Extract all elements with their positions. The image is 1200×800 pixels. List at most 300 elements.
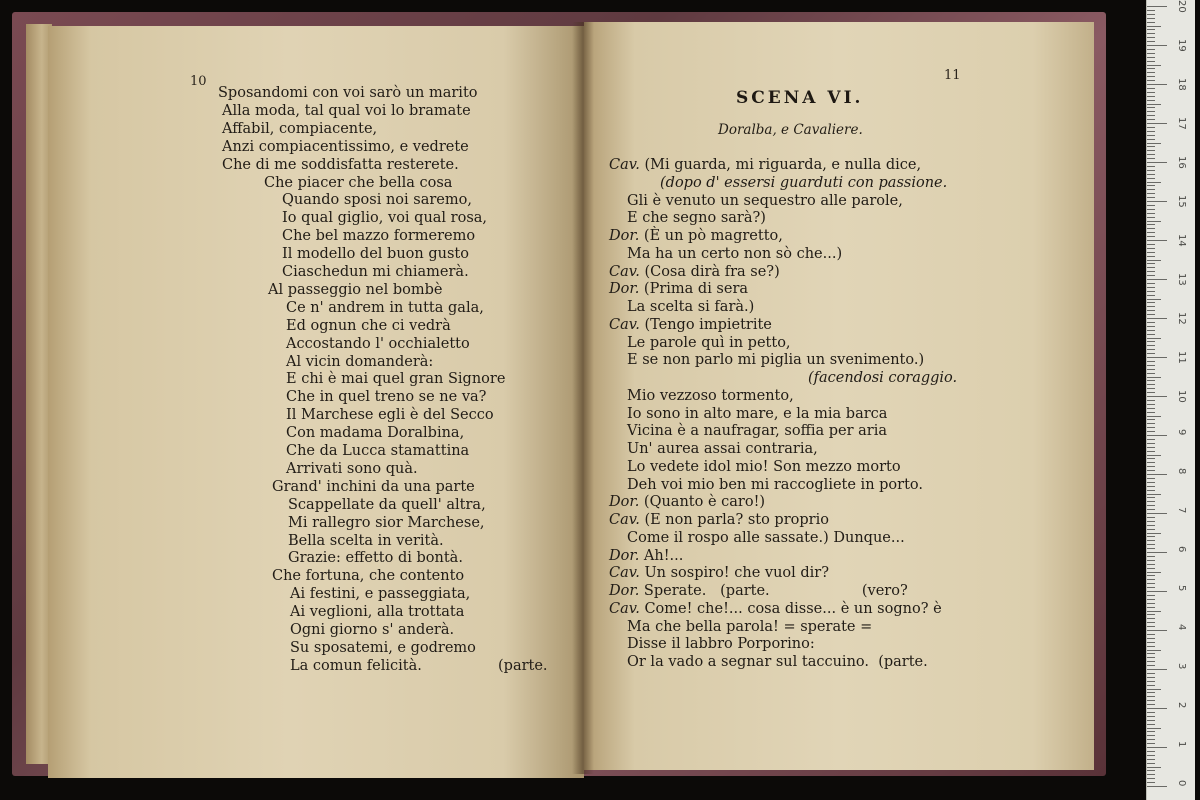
ruler-tick [1147, 201, 1167, 202]
ruler-tick [1147, 326, 1155, 327]
ruler-tick [1147, 497, 1155, 498]
ruler-tick [1147, 104, 1161, 105]
dialogue-text: Mio vezzoso tormento, [627, 387, 794, 404]
verse-line: Mi rallegro sior Marchese, [288, 514, 485, 531]
verse-line: Ai veglioni, alla trottata [290, 604, 465, 621]
ruler-tick [1147, 107, 1155, 108]
ruler-tick [1147, 330, 1155, 331]
ruler-tick [1147, 115, 1155, 116]
ruler-tick [1147, 731, 1155, 732]
dialogue-text: La scelta si farà.) [627, 299, 755, 315]
dialogue-text: Gli è venuto un sequestro alle parole, [627, 192, 903, 209]
ruler-tick [1147, 673, 1155, 674]
dialogue-text: Deh voi mio ben mi raccogliete in porto. [627, 476, 923, 493]
dialogue-line [627, 351, 924, 369]
ruler-tick [1147, 540, 1155, 541]
ruler-label: 5 [1176, 585, 1187, 592]
ruler-tick [1147, 299, 1161, 300]
ruler-tick [1147, 283, 1155, 284]
verse-line: Il Marchese egli è del Secco [286, 407, 494, 424]
ruler-tick [1147, 786, 1167, 787]
ruler-tick [1147, 345, 1155, 346]
dialogue-line [627, 422, 887, 440]
dialogue-line [627, 405, 887, 423]
dialogue-line [609, 511, 829, 529]
dialogue-line [627, 209, 766, 227]
verse-line: Il modello del buon gusto [282, 246, 469, 263]
ruler-tick [1147, 681, 1155, 682]
ruler-tick [1147, 685, 1155, 686]
ruler-tick [1147, 100, 1155, 101]
ruler-tick [1147, 622, 1155, 623]
ruler-tick [1147, 739, 1155, 740]
dialogue-line [627, 440, 818, 458]
ruler-tick [1147, 696, 1155, 697]
dialogue-line [627, 653, 928, 671]
ruler-tick [1147, 568, 1155, 569]
ruler-tick [1147, 72, 1155, 73]
ruler-tick [1147, 217, 1155, 218]
ruler-tick [1147, 564, 1155, 565]
ruler-tick [1147, 287, 1155, 288]
ruler-tick [1147, 767, 1161, 768]
ruler-tick [1147, 490, 1155, 491]
ruler-label: 11 [1176, 351, 1187, 364]
verse-line: Ed ognun che ci vedrà [286, 317, 451, 334]
dialogue-line [609, 263, 780, 281]
ruler-tick [1147, 310, 1155, 311]
ruler-tick [1147, 205, 1155, 206]
ruler-tick [1147, 419, 1155, 420]
ruler-tick [1147, 228, 1155, 229]
ruler-tick [1147, 482, 1155, 483]
dialogue-text: Lo vedete idol mio! Son mezzo morto [627, 458, 901, 475]
speaker-label: Cav. [609, 263, 640, 280]
ruler-tick [1147, 396, 1167, 397]
verse-line: Anzi compiacentissimo, e vedrete [222, 138, 469, 155]
dialogue-text: (Tengo impietrite [644, 316, 772, 333]
ruler-label: 18 [1176, 78, 1187, 91]
dialogue-text: (dopo d' essersi guarduti con passione. [660, 174, 948, 191]
ruler-tick [1147, 455, 1161, 456]
ruler-label: 8 [1176, 468, 1187, 475]
ruler-tick [1147, 291, 1155, 292]
dialogue-line [627, 458, 901, 476]
ruler-tick [1147, 41, 1155, 42]
speaker-label: Dor. [609, 547, 640, 564]
ruler-tick [1147, 33, 1155, 34]
ruler-tick [1147, 724, 1155, 725]
verse-line: Ogni giorno s' anderà. [290, 622, 455, 638]
ruler-tick [1147, 611, 1161, 612]
ruler-label: 3 [1176, 663, 1187, 670]
ruler-tick [1147, 146, 1155, 147]
dialogue-text: (Cosa dirà fra se?) [644, 263, 780, 280]
ruler-tick [1147, 478, 1155, 479]
ruler-tick [1147, 470, 1155, 471]
verse-line: Che fortuna, che contento [272, 568, 465, 585]
ruler-tick [1147, 53, 1155, 54]
verse-line: Al passeggio nel bombè [268, 281, 443, 298]
ruler-tick [1147, 174, 1155, 175]
ruler-label: 20 [1176, 0, 1187, 13]
ruler-tick [1147, 774, 1155, 775]
dialogue-line [609, 156, 921, 174]
ruler-tick [1147, 275, 1155, 276]
ruler-tick [1147, 743, 1155, 744]
dialogue-line [609, 582, 908, 600]
ruler-tick [1147, 170, 1155, 171]
ruler-label: 15 [1176, 195, 1187, 208]
ruler-label: 2 [1176, 702, 1187, 709]
ruler-label: 19 [1176, 39, 1187, 52]
ruler-label: 10 [1176, 390, 1187, 403]
ruler-tick [1147, 677, 1155, 678]
verse-line: La comun felicità. [290, 657, 422, 674]
ruler-tick [1147, 365, 1155, 366]
dialogue-line [627, 635, 815, 653]
ruler-tick [1147, 595, 1155, 596]
verse-line: Che di me soddisfatta resterete. [222, 156, 459, 173]
dialogue-text: Sperate. (parte. (vero? [643, 583, 908, 599]
ruler-tick [1147, 614, 1155, 615]
verse-line: Al vicin domanderà: [286, 353, 434, 370]
ruler-tick [1147, 728, 1161, 729]
ruler-tick [1147, 384, 1155, 385]
ruler-tick [1147, 349, 1155, 350]
ruler-tick [1147, 408, 1155, 409]
ruler-tick [1147, 544, 1155, 545]
ruler-tick [1147, 513, 1167, 514]
ruler-tick [1147, 552, 1167, 553]
ruler-tick [1147, 209, 1155, 210]
ruler-tick [1147, 334, 1155, 335]
ruler-tick [1147, 494, 1161, 495]
ruler-tick [1147, 770, 1155, 771]
dialogue-text: E se non parlo mi piglia un svenimento.) [627, 352, 925, 369]
ruler-tick [1147, 646, 1155, 647]
ruler-tick [1147, 599, 1155, 600]
ruler-label: 13 [1176, 273, 1187, 286]
ruler-tick [1147, 166, 1155, 167]
ruler-tick [1147, 587, 1155, 588]
ruler-tick [1147, 704, 1155, 705]
dialogue-line [660, 174, 947, 192]
dialogue-text: (Mi guarda, mi riguarda, e nulla dice, [644, 157, 922, 173]
verse-line: Alla moda, tal qual voi lo bramate [222, 102, 471, 119]
verse-line: Bella scelta in verità. [288, 532, 444, 549]
ruler-tick [1147, 392, 1155, 393]
speaker-label: Dor. [609, 281, 640, 298]
ruler-tick [1147, 260, 1161, 261]
verse-line: Sposandomi con voi sarò un marito [218, 85, 478, 101]
ruler-tick [1147, 267, 1155, 268]
verse-line: Con madama Doralbina, [286, 425, 465, 442]
ruler-tick [1147, 423, 1155, 424]
ruler-label: 0 [1176, 780, 1187, 787]
ruler-tick [1147, 295, 1155, 296]
speaker-label: Dor. [609, 228, 640, 244]
ruler-tick [1147, 642, 1155, 643]
ruler-tick [1147, 556, 1155, 557]
ruler-tick [1147, 517, 1155, 518]
ruler-label: 14 [1176, 234, 1187, 247]
ruler-tick [1147, 560, 1155, 561]
ruler-tick [1147, 61, 1155, 62]
ruler-tick [1147, 626, 1155, 627]
ruler-tick [1147, 501, 1155, 502]
dialogue-text: (Quanto è caro!) [643, 494, 766, 511]
ruler-tick [1147, 248, 1155, 249]
ruler-tick [1147, 412, 1155, 413]
ruler-tick [1147, 404, 1155, 405]
dialogue-text: Or la vado a segnar sul taccuino. (parte. [627, 654, 928, 670]
ruler-tick [1147, 213, 1155, 214]
speaker-label: Cav. [609, 512, 640, 528]
dialogue-text: Ah!... [643, 547, 684, 564]
speaker-label: Dor. [609, 494, 640, 511]
ruler-tick [1147, 548, 1155, 549]
ruler-tick [1147, 505, 1155, 506]
ruler-tick [1147, 26, 1161, 27]
ruler-tick [1147, 135, 1155, 136]
ruler-tick [1147, 653, 1155, 654]
ruler-tick [1147, 583, 1155, 584]
ruler-tick [1147, 657, 1155, 658]
ruler-label: 7 [1176, 507, 1187, 514]
ruler-tick [1147, 306, 1155, 307]
ruler-tick [1147, 119, 1155, 120]
dialogue-line [627, 618, 872, 636]
dialogue-text: (Prima di sera [643, 281, 749, 298]
verse-line: Ciaschedun mi chiamerà. [282, 264, 469, 280]
ruler-tick [1147, 431, 1155, 432]
ruler-tick [1147, 689, 1161, 690]
ruler-tick [1147, 240, 1167, 241]
ruler-tick [1147, 154, 1155, 155]
ruler-tick [1147, 665, 1155, 666]
ruler-tick [1147, 486, 1155, 487]
ruler-tick [1147, 751, 1155, 752]
ruler-tick [1147, 533, 1161, 534]
dialogue-line [609, 227, 783, 245]
verse-line: E chi è mai quel gran Signore [286, 371, 506, 388]
ruler-tick [1147, 111, 1155, 112]
dialogue-line [609, 600, 942, 618]
ruler-tick [1147, 634, 1155, 635]
ruler-tick [1147, 692, 1155, 693]
verse-line: Scappellate da quell' altra, [288, 496, 486, 513]
ruler-tick [1147, 579, 1155, 580]
scene-subtitle: Doralba, e Cavaliere. [718, 122, 863, 138]
dialogue-line [808, 369, 957, 387]
ruler-tick [1147, 458, 1155, 459]
left-exit-direction: (parte. [498, 658, 548, 674]
ruler-tick [1147, 244, 1155, 245]
ruler-tick [1147, 712, 1155, 713]
ruler-tick [1147, 759, 1155, 760]
dialogue-line [627, 529, 905, 547]
ruler-tick [1147, 427, 1155, 428]
ruler-tick [1147, 29, 1155, 30]
ruler-tick [1147, 92, 1155, 93]
ruler-tick [1147, 782, 1155, 783]
ruler-tick [1147, 575, 1155, 576]
ruler-tick [1147, 252, 1155, 253]
verse-line: Ce n' andrem in tutta gala, [286, 299, 484, 316]
ruler-tick [1147, 182, 1161, 183]
ruler-tick [1147, 221, 1161, 222]
ruler-tick [1147, 37, 1155, 38]
ruler-tick [1147, 178, 1155, 179]
ruler-label: 6 [1176, 546, 1187, 553]
dialogue-line [627, 245, 842, 263]
book-gutter [572, 22, 594, 774]
dialogue-line [627, 298, 754, 316]
ruler-label: 1 [1176, 741, 1187, 748]
ruler-tick [1147, 65, 1161, 66]
dialogue-text: Un sospiro! che vuol dir? [644, 565, 830, 582]
ruler-tick [1147, 318, 1167, 319]
dialogue-text: Un' aurea assai contraria, [627, 441, 818, 457]
scene-title: SCENA VI. [736, 88, 864, 108]
verse-line: Accostando l' occhialetto [286, 335, 470, 352]
dialogue-text: Ma che bella parola! = sperate = [627, 618, 873, 635]
ruler-tick [1147, 139, 1155, 140]
ruler-tick [1147, 447, 1155, 448]
ruler-tick [1147, 591, 1167, 592]
verse-line: Su sposatemi, e godremo [290, 639, 476, 656]
ruler-tick [1147, 509, 1155, 510]
ruler-tick [1147, 76, 1155, 77]
ruler-tick [1147, 638, 1155, 639]
ruler-tick [1147, 466, 1155, 467]
ruler-tick [1147, 380, 1155, 381]
dialogue-line [627, 334, 791, 352]
ruler-tick [1147, 314, 1155, 315]
ruler-tick [1147, 131, 1155, 132]
ruler-tick [1147, 158, 1155, 159]
ruler-tick [1147, 607, 1155, 608]
verse-line: Io qual giglio, voi qual rosa, [282, 210, 488, 227]
ruler-tick [1147, 536, 1155, 537]
ruler-tick [1147, 322, 1155, 323]
verse-line: Affabil, compiacente, [222, 120, 378, 137]
ruler-tick [1147, 127, 1155, 128]
ruler-tick [1147, 661, 1155, 662]
dialogue-line [609, 316, 772, 334]
verse-line: Che piacer che bella cosa [264, 174, 453, 191]
ruler-tick [1147, 185, 1155, 186]
dialogue-text: (facendosi coraggio. [808, 370, 958, 386]
ruler-tick [1147, 45, 1167, 46]
dialogue-text: Come! che!... cosa disse... è un sogno? è [644, 600, 942, 617]
ruler-tick [1147, 435, 1167, 436]
ruler-tick [1147, 14, 1155, 15]
ruler-tick [1147, 439, 1155, 440]
ruler-tick [1147, 618, 1155, 619]
ruler-tick [1147, 279, 1167, 280]
ruler-tick [1147, 197, 1155, 198]
dialogue-line [627, 192, 903, 210]
verse-line: Arrivati sono quà. [286, 460, 418, 477]
ruler-tick [1147, 150, 1155, 151]
dialogue-line [609, 564, 829, 582]
ruler-tick [1147, 341, 1155, 342]
ruler-tick [1147, 361, 1155, 362]
ruler-tick [1147, 603, 1155, 604]
ruler-tick [1147, 369, 1155, 370]
ruler-tick [1147, 716, 1155, 717]
ruler-tick [1147, 68, 1155, 69]
dialogue-text: Le parole quì in petto, [627, 334, 791, 351]
dialogue-text: (È un pò magretto, [643, 228, 783, 244]
dialogue-text: Ma ha un certo non sò che...) [627, 245, 843, 262]
ruler-tick [1147, 778, 1155, 779]
dialogue-line [609, 493, 765, 511]
ruler-tick [1147, 189, 1155, 190]
ruler-label: 16 [1176, 156, 1187, 169]
ruler-tick [1147, 84, 1167, 85]
ruler-tick [1147, 88, 1155, 89]
ruler-tick [1147, 6, 1167, 7]
ruler-tick [1147, 377, 1161, 378]
ruler-tick [1147, 747, 1167, 748]
ruler-tick [1147, 162, 1167, 163]
ruler-tick [1147, 271, 1155, 272]
dialogue-line [627, 476, 923, 494]
ruler-tick [1147, 18, 1155, 19]
verse-line: Grazie: effetto di bontà. [288, 550, 463, 567]
verse-line: Che bel mazzo formeremo [282, 228, 476, 245]
ruler-tick [1147, 462, 1155, 463]
ruler-tick [1147, 49, 1155, 50]
ruler-tick [1147, 256, 1155, 257]
ruler-tick [1147, 525, 1155, 526]
ruler-tick [1147, 232, 1155, 233]
ruler-tick [1147, 80, 1155, 81]
ruler-label: 12 [1176, 312, 1187, 325]
right-page-number: 11 [944, 68, 961, 83]
ruler-tick [1147, 735, 1155, 736]
verse-line: Ai festini, e passeggiata, [290, 586, 471, 603]
ruler-tick [1147, 630, 1167, 631]
verse-line: Che da Lucca stamattina [286, 443, 470, 459]
ruler-tick [1147, 669, 1167, 670]
speaker-label: Cav. [609, 157, 640, 173]
ruler-tick [1147, 451, 1155, 452]
verse-line: Quando sposi noi saremo, [282, 192, 472, 209]
ruler-tick [1147, 10, 1155, 11]
ruler-label: 17 [1176, 117, 1187, 130]
dialogue-text: (E non parla? sto proprio [644, 512, 829, 528]
ruler-tick [1147, 143, 1161, 144]
ruler-tick [1147, 763, 1155, 764]
ruler-tick [1147, 400, 1155, 401]
ruler-tick [1147, 353, 1155, 354]
left-page-number: 10 [190, 74, 207, 89]
speaker-label: Cav. [609, 565, 640, 582]
ruler-tick [1147, 720, 1155, 721]
verse-line: Grand' inchini da una parte [272, 478, 475, 495]
speaker-label: Dor. [609, 583, 640, 599]
ruler-tick [1147, 388, 1155, 389]
ruler-tick [1147, 700, 1155, 701]
ruler-tick [1147, 357, 1167, 358]
dialogue-text: E che segno sarà?) [627, 210, 766, 227]
dialogue-text: Come il rospo alle sassate.) Dunque... [627, 529, 905, 546]
ruler-tick [1147, 57, 1155, 58]
